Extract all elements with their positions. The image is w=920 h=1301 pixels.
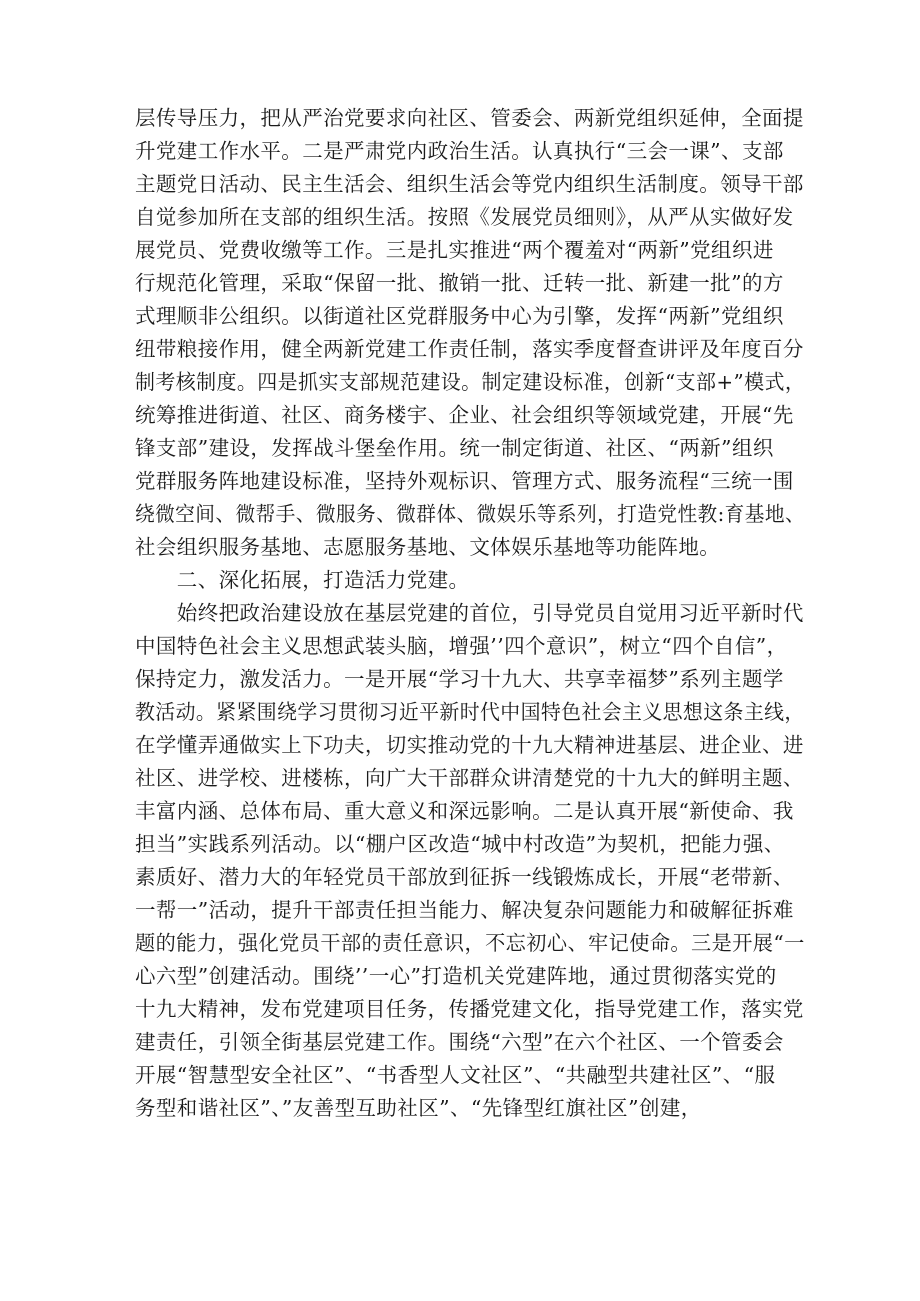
text-line: 党群服务阵地建设标准，坚持外观标识、管理方式、服务流程“三统一围 (135, 469, 794, 493)
text-line: 纽带粮接作用，健全两新党建工作责任制，落实季度督查讲评及年度百分 (135, 337, 804, 361)
text-line: 式理顺非公组织。以街道社区党群服务中心为引擎，发挥“两新”党组织 (135, 304, 784, 328)
text-line: 绕微空间、微帮手、微服务、微群体、微娱乐等系列，打造党性教:育基地、 (135, 502, 806, 526)
text-line: 制考核制度。四是抓实支部规范建设。制定建设标准，创新“支部+”模式， (135, 370, 806, 394)
text-line: 展党员、党费收缴等工作。三是扎实推进“两个覆羞对“两新”党组织进 (135, 238, 774, 262)
text-line: 二、深化拓展，打造活力党建。 (135, 568, 470, 592)
text-line: 自觉参加所在支部的组织生活。按照《发展党员细则》，从严从实做好发 (135, 205, 794, 229)
text-line: 社会组织服务基地、志愿服务基地、文体娱乐基地等功能阵地。 (135, 535, 721, 559)
text-line: 建责任，引领全街基层党建工作。围绕“六型”在六个社区、一个管委会 (135, 1030, 784, 1054)
text-line: 素质好、潜力大的年轻党员干部放到征拆一线锻炼成长，开展“老带新、 (135, 865, 794, 889)
text-line: 层传导压力，把从严治党要求向社区、管委会、两新党组织延伸，全面提 (135, 106, 804, 130)
text-line: 社区、进学校、进楼栋，向广大干部群众讲清楚党的十九大的鲜明主题、 (135, 766, 804, 790)
text-line: 务型和谐社区”、”友善型互助社区”、“先锋型红旗社区”创建， (135, 1096, 702, 1120)
text-line: 中国特色社会主义思想武装头脑，增强’’四个意识”，树立“四个自信”， (135, 634, 788, 658)
text-line: 题的能力，强化党员干部的责任意识，不忘初心、牢记使命。三是开展“一 (135, 931, 805, 955)
text-line: 行规范化管理，采取“保留一批、撤销一批、迁转一批、新建一批”的方 (135, 271, 784, 295)
text-line: 一帮一”活动，提升干部责任担当能力、解决复杂问题能力和破解征拆难 (135, 898, 794, 922)
text-line: 统筹推进街道、社区、商务楼宇、企业、社会组织等领域党建，开展“先 (135, 403, 794, 427)
text-line: 保持定力，激发活力。一是开展“学习十九大、共享幸福梦”系列主题学 (135, 667, 784, 691)
text-line: 开展“智慧型安全社区”、“书香型人文社区”、“共融型共建社区”、“服 (135, 1063, 776, 1087)
text-line: 心六型”创建活动。围绕’’一心”打造机关党建阵地，通过贯彻落实党的 (135, 964, 777, 988)
text-line: 教活动。紧紧围绕学习贯彻习近平新时代中国特色社会主义思想这条主线， (135, 700, 805, 724)
text-line: 担当”实践系列活动。以“棚户区改造“城中村改造”为契机，把能力强、 (135, 832, 785, 856)
text-line: 始终把政治建设放在基层党建的首位，引导党员自觉用习近平新时代 (135, 601, 804, 625)
text-line: 主题党日活动、民主生活会、组织生活会等党内组织生活制度。领导干部 (135, 172, 804, 196)
text-line: 十九大精神，发布党建项目任务，传播党建文化，指导党建工作，落实党 (135, 997, 804, 1021)
text-line: 升党建工作水平。二是严肃党内政治生活。认真执行“三会一课”、支部 (135, 139, 784, 163)
text-line: 在学懂弄通做实上下功夫，切实推动党的十九大精神进基层、进企业、进 (135, 733, 804, 757)
body-text (135, 102, 805, 1125)
text-line: 丰富内涵、总体布局、重大意义和深远影响。二是认真开展“新使命、我 (135, 799, 794, 823)
text-line: 锋支部”建设，发挥战斗堡垒作用。统一制定街道、社区、“两新”组织 (135, 436, 774, 460)
